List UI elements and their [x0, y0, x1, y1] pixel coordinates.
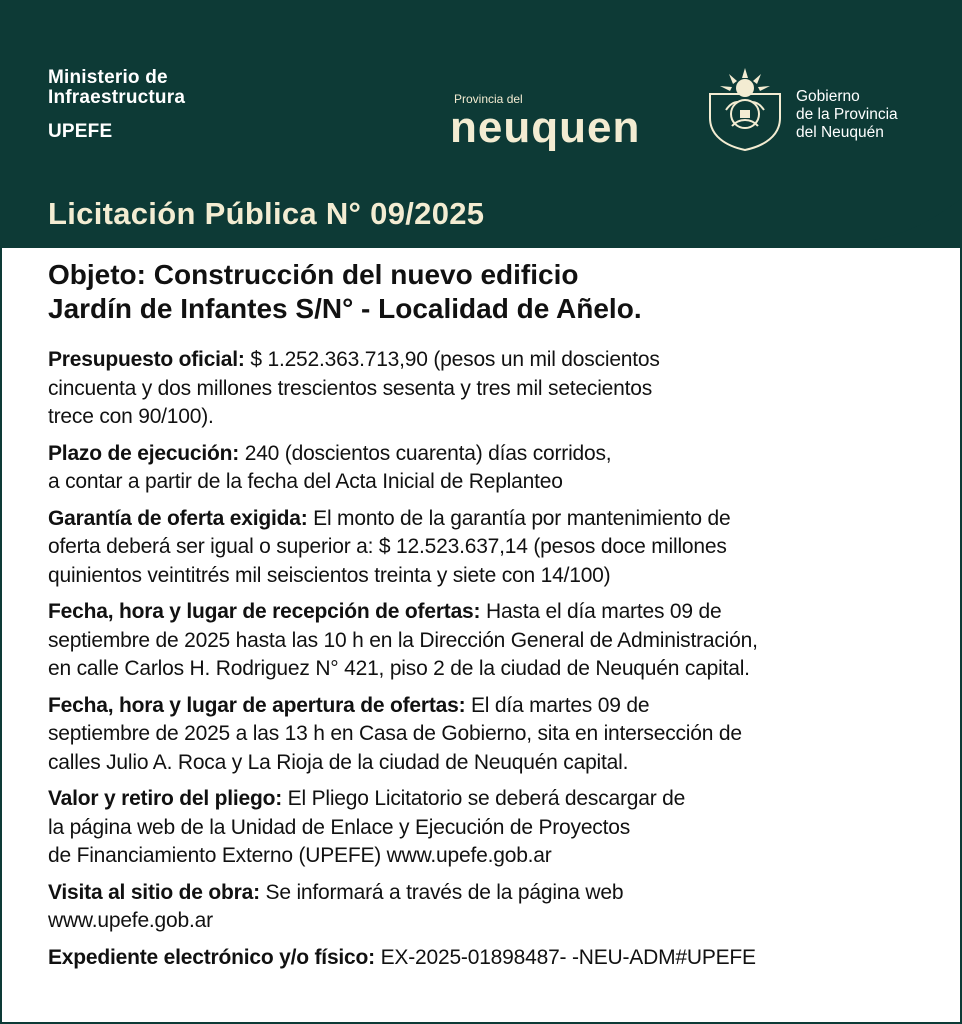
item-label: Valor y retiro del pliego:	[48, 787, 283, 810]
item-site-visit	[48, 879, 928, 936]
neuquen-logo	[450, 92, 640, 150]
item-label: Fecha, hora y lugar de apertura de ofertas:	[48, 693, 466, 717]
logo-wordmark: neuquen	[450, 103, 641, 152]
provincial-crest-icon	[704, 66, 786, 152]
item-text: Hasta el día martes 09 de	[480, 600, 722, 623]
item-label: Presupuesto oficial:	[48, 348, 245, 371]
item-first-line	[48, 944, 928, 973]
item-text: El día martes 09 de	[465, 693, 650, 717]
item-label: Visita al sitio de obra:	[48, 880, 260, 904]
item-specifications	[48, 785, 928, 871]
item-text: oferta deberá ser igual o superior a: $ 12.523.637,14 (pesos doce millones	[48, 535, 727, 558]
item-label: Plazo de ejecución:	[48, 441, 240, 465]
unit-name: UPEFE	[48, 121, 113, 142]
ministry-block	[48, 68, 185, 142]
item-text: www.upefe.gob.ar	[48, 909, 213, 932]
logo-small-text: Provincia del	[454, 92, 523, 106]
item-text: trece con 90/100).	[48, 405, 214, 428]
notice-body	[48, 258, 928, 980]
item-bid-guarantee	[48, 505, 928, 591]
item-first-line	[48, 785, 928, 814]
item-execution-term	[48, 440, 928, 497]
government-name	[796, 88, 898, 142]
item-text: $ 1.252.363.713,90 (pesos un mil doscientos	[244, 348, 660, 371]
gov-name-line2: de la Provincia	[796, 106, 898, 123]
item-text: de Financiamiento Externo (UPEFE) www.upefe.gob.ar	[48, 844, 552, 867]
item-first-line	[48, 879, 928, 908]
item-text: calles Julio A. Roca y La Rioja de la ciudad de Neuquén capital.	[48, 750, 629, 774]
item-text: cincuenta y dos millones trescientos sesenta y tres mil setecientos	[48, 376, 653, 400]
item-text: EX-2025-01898487- -NEU-ADM#UPEFE	[374, 945, 756, 969]
item-bid-opening	[48, 692, 928, 778]
item-text: quinientos veintitrés mil seiscientos treinta y siete con 14/100)	[48, 563, 611, 587]
item-label: Fecha, hora y lugar de recepción de ofertas:	[48, 600, 481, 623]
item-file-number	[48, 944, 928, 973]
item-text: El Pliego Licitatorio se deberá descargar de	[282, 787, 686, 810]
item-label: Expediente electrónico y/o físico:	[48, 945, 375, 969]
item-first-line	[48, 505, 928, 534]
item-label: Garantía de oferta exigida:	[48, 506, 308, 530]
ministry-name-line2: Infraestructura	[48, 87, 186, 108]
item-text: 240 (doscientos cuarenta) días corridos,	[239, 441, 612, 465]
item-text: en calle Carlos H. Rodriguez N° 421, piso 2 de la ciudad de Neuquén capital.	[48, 657, 750, 680]
item-first-line	[48, 692, 928, 721]
object-heading	[48, 258, 928, 326]
item-bid-reception	[48, 598, 928, 684]
item-text: septiembre de 2025 hasta las 10 h en la Dirección General de Administración,	[48, 628, 758, 652]
item-first-line	[48, 346, 928, 375]
item-first-line	[48, 440, 928, 469]
gov-name-line3: del Neuquén	[796, 124, 884, 141]
item-text: la página web de la Unidad de Enlace y Ejecución de Proyectos	[48, 815, 631, 839]
ministry-name-line1: Ministerio de	[48, 67, 168, 88]
tender-title: Licitación Pública N° 09/2025	[48, 196, 485, 231]
item-text: septiembre de 2025 a las 13 h en Casa de Gobierno, sita en intersección de	[48, 722, 742, 745]
item-first-line	[48, 598, 928, 627]
item-text: Se informará a través de la página web	[259, 880, 624, 904]
item-text: a contar a partir de la fecha del Acta Inicial de Replanteo	[48, 470, 563, 493]
object-line1: Objeto: Construcción del nuevo edificio	[48, 259, 579, 290]
object-line2: Jardín de Infantes S/N° - Localidad de Añelo.	[48, 293, 642, 324]
gov-name-line1: Gobierno	[796, 88, 860, 105]
item-budget	[48, 346, 928, 432]
item-text: El monto de la garantía por mantenimiento de	[307, 506, 731, 530]
